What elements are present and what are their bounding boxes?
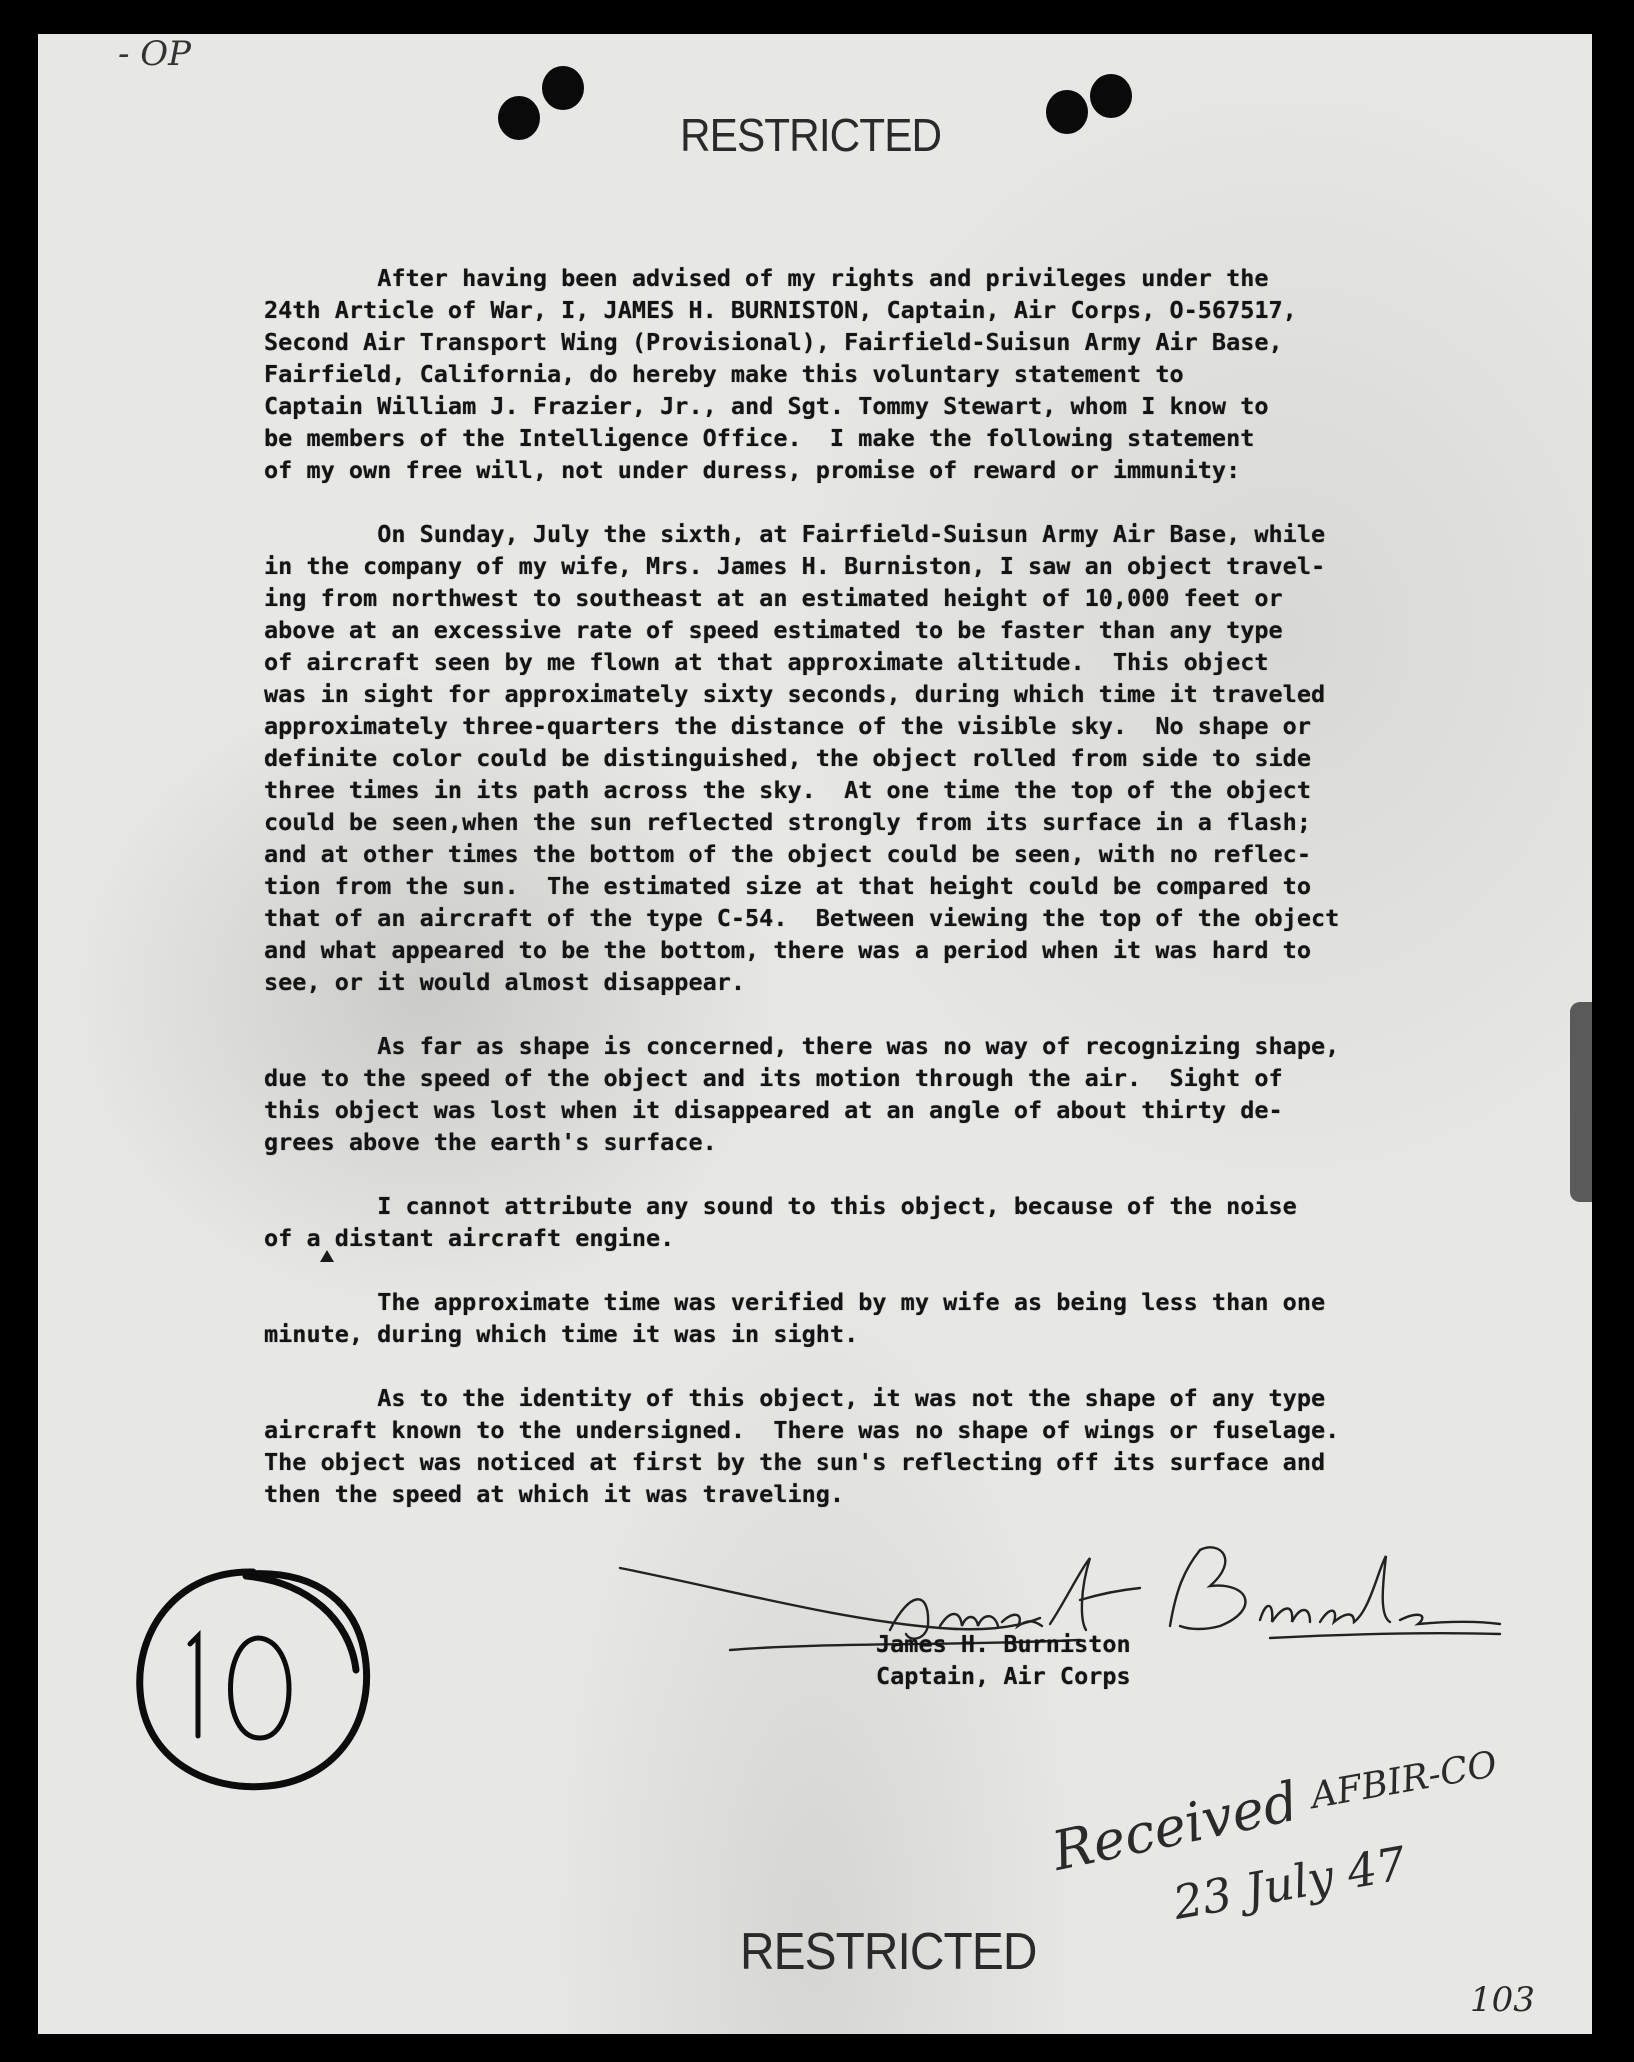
received-word: Received: [1046, 1769, 1304, 1883]
restricted-stamp-bottom: RESTRICTED: [740, 1923, 1037, 1981]
paragraph-shape: As far as shape is concerned, there was no way of recognizing shape, due to the speed of the object and its motion through the air. Sight of this object was lost when it disappeared at an angle of about thirty de- grees above the earth's surface.: [264, 1032, 1340, 1156]
corner-handwritten-mark: - OP: [118, 34, 192, 74]
punch-hole-right-2: [1090, 74, 1132, 118]
paragraph-time: The approximate time was verified by my wife as being less than one minute, during which time it was in sight.: [264, 1288, 1326, 1348]
signer-rank: Captain, Air Corps: [876, 1662, 1131, 1690]
punch-hole-left-1: [498, 96, 540, 140]
paragraph-identity: As to the identity of this object, it was not the shape of any type aircraft known to the undersigned. There was no shape of wings or fuselage. The object was noticed at first by the sun's reflecting off its surface and then the speed at which it was traveling.: [264, 1384, 1340, 1508]
circled-number-10: [128, 1560, 378, 1800]
page-edge-shadow: [1570, 1002, 1592, 1202]
paragraph-sound: I cannot attribute any sound to this object, because of the noise of a distant aircraft engine.: [264, 1192, 1297, 1252]
received-date: 23 July 47: [1169, 1835, 1410, 1931]
paragraph-sighting: On Sunday, July the sixth, at Fairfield-Suisun Army Air Base, while in the company of my wife, Mrs. James H. Burniston, I saw an object travel- ing from northwest to southeast at an estimated height of 10,000 feet or above at an excessive rate of speed estimated to be faster than any type of aircraft seen by me flown at that approximate altitude. This object was in sight for approximately sixty seconds, during which time it traveled approximately three-quarters the distance of the visible sky. No shape or definite color could be distinguished, the object rolled from side to side three times in its path across the sky. At one time the top of the object could be seen,when the sun reflected strongly from its surface in a flash; and at other times the bottom of the object could be seen, with no reflec- tion from the sun. The estimated size at that height could be compared to that of an aircraft of the type C-54. Between viewing the top of the object and what appeared to be the bottom, there was a period when it was hard to see, or it would almost disappear.: [264, 520, 1340, 996]
page-number: 103: [1470, 1980, 1535, 2020]
caret-mark: [320, 1250, 334, 1262]
punch-hole-left-2: [542, 66, 584, 110]
signature-block: [876, 1628, 1131, 1692]
statement-body: [264, 262, 1539, 1510]
paragraph-rights: After having been advised of my rights and privileges under the 24th Article of War, I, JAMES H. BURNISTON, Captain, Air Corps, O-567517, Second Air Transport Wing (Provisional), Fairfield-Suisun Army Air Base, Fairfield, California, do hereby make this voluntary statement to Captain William J. Frazier, Jr., and Sgt. Tommy Stewart, whom I know to be members of the Intelligence Office. I make the following statement of my own free will, not under duress, promise of reward or immunity:: [264, 264, 1297, 484]
received-office: AFBIR-CO: [1307, 1743, 1501, 1818]
signer-name: James H. Burniston: [876, 1630, 1131, 1658]
restricted-stamp-top: RESTRICTED: [680, 109, 942, 161]
punch-hole-right-1: [1046, 90, 1088, 134]
